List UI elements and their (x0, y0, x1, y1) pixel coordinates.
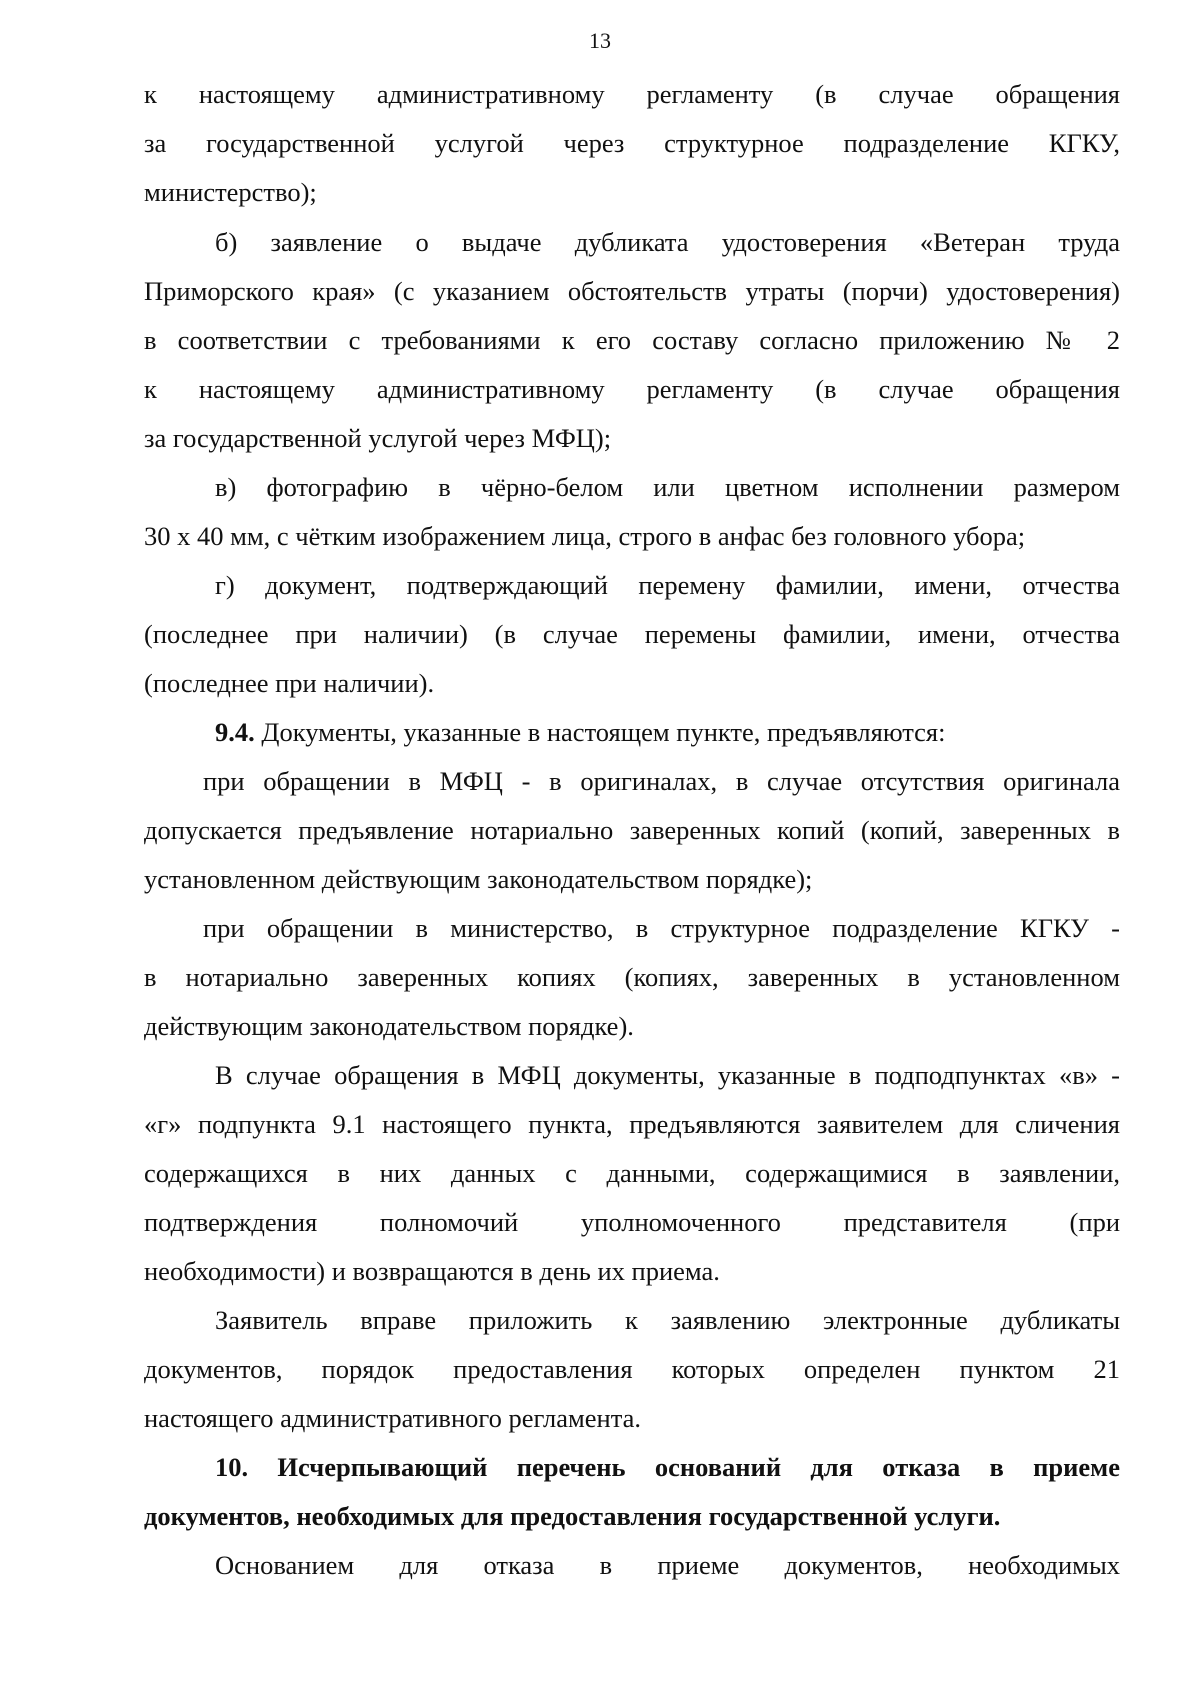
text-line: (последнее при наличии). (144, 668, 435, 698)
paragraph-case (144, 1051, 1120, 1296)
text-line (144, 708, 1120, 757)
text-line: 30 х 40 мм, с чётким изображением лица, строго в анфас без головного убора; (144, 521, 1026, 551)
heading-line: 10. Исчерпывающий перечень оснований для отказа в приеме (215, 1452, 1120, 1482)
clause-number: 9.4. (215, 717, 255, 747)
paragraph-continuation (144, 70, 1120, 217)
paragraph-basis (144, 1541, 1120, 1590)
text-line: министерство); (144, 177, 317, 207)
text-line: содержащихся в них данных с данными, содержащимися в заявлении, (144, 1158, 1120, 1188)
text-line: при обращении в МФЦ - в оригиналах, в случае отсутствия оригинала (203, 766, 1120, 796)
text-line: Основанием для отказа в приеме документов, необходимых (215, 1550, 1120, 1580)
text-line: подтверждения полномочий уполномоченного представителя (при (144, 1207, 1120, 1237)
heading-line: документов, необходимых для предоставления государственной услуги. (144, 1501, 1001, 1531)
text-line: г) документ, подтверждающий перемену фамилии, имени, отчества (215, 570, 1120, 600)
text-line: установленном действующим законодательством порядке); (144, 864, 813, 894)
text-line: Приморского края» (с указанием обстоятельств утраты (порчи) удостоверения) (144, 276, 1120, 306)
page-number: 13 (589, 28, 611, 53)
paragraph-item-v (144, 463, 1120, 561)
text-line: (последнее при наличии) (в случае перемены фамилии, имени, отчества (144, 619, 1120, 649)
text-line: «г» подпункта 9.1 настоящего пункта, предъявляются заявителем для сличения (144, 1109, 1120, 1139)
text-line: при обращении в министерство, в структурное подразделение КГКУ - (203, 913, 1120, 943)
text-line: допускается предъявление нотариально заверенных копий (копий, заверенных в (144, 815, 1120, 845)
text-line: к настоящему административному регламенту (в случае обращения (144, 79, 1120, 109)
paragraph-mfc (144, 757, 1120, 904)
paragraph-applicant (144, 1296, 1120, 1443)
text-line: Заявитель вправе приложить к заявлению электронные дубликаты (215, 1305, 1120, 1335)
text-line: необходимости) и возвращаются в день их приема. (144, 1256, 720, 1286)
text-line: документов, порядок предоставления которых определен пунктом 21 (144, 1354, 1120, 1384)
paragraph-ministry (144, 904, 1120, 1051)
text-line: за государственной услугой через структурное подразделение КГКУ, (144, 128, 1120, 158)
paragraph-item-g (144, 561, 1120, 708)
text-line: в нотариально заверенных копиях (копиях, заверенных в установленном (144, 962, 1120, 992)
text-line: за государственной услугой через МФЦ); (144, 423, 612, 453)
text-line: В случае обращения в МФЦ документы, указанные в подподпунктах «в» - (215, 1060, 1120, 1090)
text-line: в) фотографию в чёрно-белом или цветном исполнении размером (215, 472, 1120, 502)
paragraph-9-4 (144, 708, 1120, 757)
clause-text: Документы, указанные в настоящем пункте, предъявляются: (254, 717, 946, 747)
text-line: к настоящему административному регламенту (в случае обращения (144, 374, 1120, 404)
text-line: настоящего административного регламента. (144, 1403, 641, 1433)
text-line: б) заявление о выдаче дубликата удостоверения «Ветеран труда (215, 227, 1120, 257)
text-line: в соответствии с требованиями к его составу согласно приложению № 2 (144, 325, 1120, 355)
text-line: действующим законодательством порядке). (144, 1011, 634, 1041)
section-heading-10 (144, 1443, 1120, 1541)
document-body (144, 70, 1120, 1590)
paragraph-item-b (144, 218, 1120, 463)
